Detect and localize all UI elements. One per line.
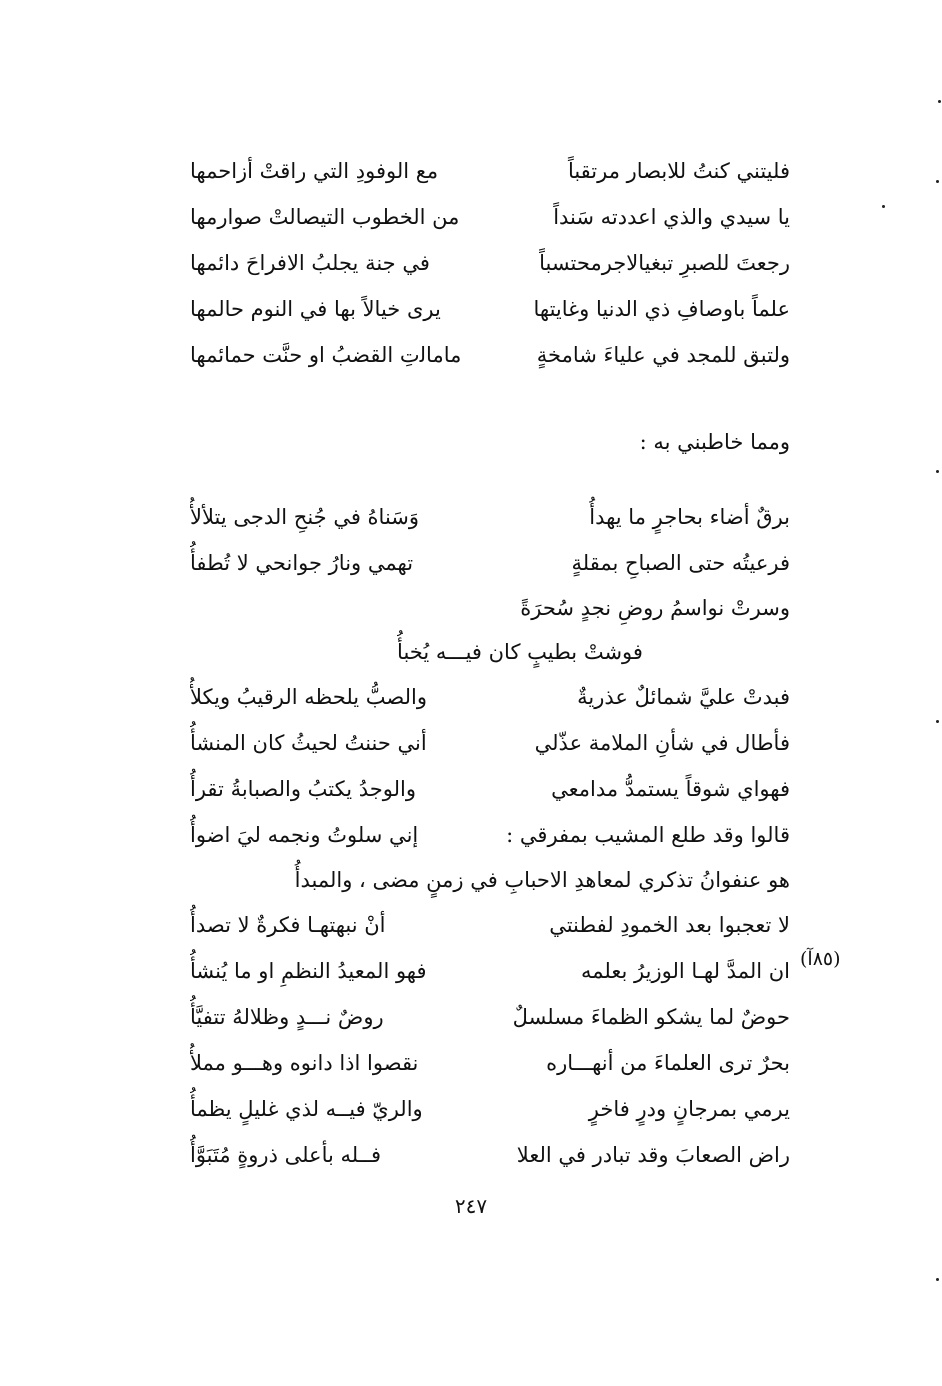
page-number: ٢٤٧: [454, 1194, 488, 1218]
verse-line: [190, 720, 790, 766]
verse-second-hemistich: والوجدُ يكتبُ والصبابةُ تقرأُ: [190, 777, 416, 801]
verse-line: [190, 948, 790, 994]
verse-line: [190, 1040, 790, 1086]
verse-second-hemistich: أنْ نبهتهـا فكرةٌ لا تصدأُ: [190, 913, 386, 937]
verse-second-hemistich: فــله بأعلى ذروةٍ مُتَبَوَّأُ: [190, 1143, 382, 1167]
verse-first-hemistich: فهواي شوقاً يستمدُّ مدامعي: [551, 777, 790, 801]
poem-stanza-2: [190, 494, 790, 1178]
verse-line: [190, 148, 790, 194]
verse-second-hemistich: روضٌ نـــدٍ وظلالهُ تتفيَّأُ: [190, 1005, 384, 1029]
verse-second-hemistich: والريّ فيــه لذي غليلٍ يظمأُ: [190, 1097, 423, 1121]
verse-second-hemistich: في جنة يجلبُ الافراحَ دائمها: [190, 251, 430, 275]
verse-first-hemistich: فليتني كنتُ للابصار مرتقباً: [567, 159, 790, 183]
verse-first-hemistich: راض الصعابَ وقد تبادر في العلا: [516, 1143, 790, 1167]
section-heading: ومما خاطبني به :: [639, 430, 790, 454]
verse-line: [190, 494, 790, 540]
verse-line: [190, 1132, 790, 1178]
verse-second-hemistich: تهمي ونارُ جوانحي لا تُطفأُ: [190, 551, 414, 575]
verse-second-hemistich: نقصوا اذا دانوه وهـــو مملأُ: [190, 1051, 419, 1075]
verse-first-hemistich: قالوا وقد طلع المشيب بمفرقي :: [506, 823, 790, 847]
scan-speck: [936, 720, 939, 723]
verse-line-centered: فوشتْ بطيبٍ كان فيـــه يُخبأُ: [397, 640, 643, 664]
verse-first-hemistich: يرمي بمرجانٍ ودرٍ فاخرٍ: [588, 1097, 790, 1121]
verse-line: [190, 1086, 790, 1132]
verse-second-hemistich: يرى خيالاً بها في النوم حالمها: [190, 297, 441, 321]
verse-second-hemistich: أني حننتُ لحيثُ كان المنشأُ: [190, 731, 427, 755]
verse-second-hemistich: مع الوفودِ التي راقتْ أزاحمها: [190, 159, 439, 183]
scan-speck: [936, 180, 939, 183]
verse-line: [190, 812, 790, 858]
verse-second-hemistich: إني سلوتُ ونجمه ليَ اضوأُ: [190, 823, 419, 847]
verse-second-hemistich: فهو المعيدُ النظمِ او ما يُنشأُ: [190, 959, 427, 983]
verse-first-hemistich: فبدتْ عليَّ شمائلٌ عذريةٌ: [577, 685, 790, 709]
verse-line: [190, 240, 790, 286]
verse-first-hemistich: فرعيتُه حتى الصباحِ بمقلةٍ: [571, 551, 790, 575]
verse-line: [190, 902, 790, 948]
verse-first-hemistich: ولتبق للمجد في علياءَ شامخةٍ: [536, 343, 790, 367]
verse-line: [190, 286, 790, 332]
scan-speck: [936, 1278, 939, 1281]
verse-first-hemistich: فأطال في شأنِ الملامة عذّلي: [534, 731, 790, 755]
verse-line: [190, 332, 790, 378]
verse-first-hemistich: ان المدَّ لهـا الوزيرُ بعلمه: [581, 959, 790, 983]
verse-first-hemistich: رجعتَ للصبرِ تبغيالاجرمحتسباً: [539, 251, 790, 275]
scan-speck: [938, 100, 941, 103]
margin-folio-note: (٨٥آ): [800, 948, 841, 970]
poem-stanza-1: [190, 148, 790, 378]
verse-line: [190, 674, 790, 720]
verse-line-single: وسرتْ نواسمُ روضِ نجدٍ سُحرَةً: [520, 596, 790, 620]
verse-first-hemistich: علماً باوصافِ ذي الدنيا وغايتها: [533, 297, 790, 321]
verse-second-hemistich: وَسَناهُ في جُنحِ الدجى يتلألأُ: [190, 505, 420, 529]
verse-line: [190, 766, 790, 812]
verse-first-hemistich: حوضٌ لما يشكو الظماءَ مسلسلٌ: [512, 1005, 790, 1029]
scan-speck: [882, 205, 885, 208]
verse-line: [190, 540, 790, 586]
verse-first-hemistich: برقٌ أضاء بحاجرٍ ما يهدأُ: [589, 505, 790, 529]
verse-second-hemistich: ماماﻟتِ القضبُ او حنَّت حمائمها: [190, 343, 462, 367]
verse-line-single: هو عنفوانُ تذكري لمعاهدِ الاحبابِ في زمنٍ مضى ، والمبدأُ: [294, 868, 790, 892]
verse-second-hemistich: والصبُّ يلحظه الرقيبُ ويكلأُ: [190, 685, 427, 709]
verse-first-hemistich: لا تعجبوا بعد الخمودِ لفطنتي: [549, 913, 790, 937]
verse-first-hemistich: يا سيدي والذي اعددته سَنداً: [553, 205, 790, 229]
scan-speck: [936, 470, 939, 473]
verse-line: [190, 194, 790, 240]
verse-second-hemistich: من الخطوب التيصالتْ صوارمها: [190, 205, 460, 229]
verse-first-hemistich: بحرٌ ترى العلماءَ من أنهـــاره: [546, 1051, 790, 1075]
verse-line: [190, 994, 790, 1040]
